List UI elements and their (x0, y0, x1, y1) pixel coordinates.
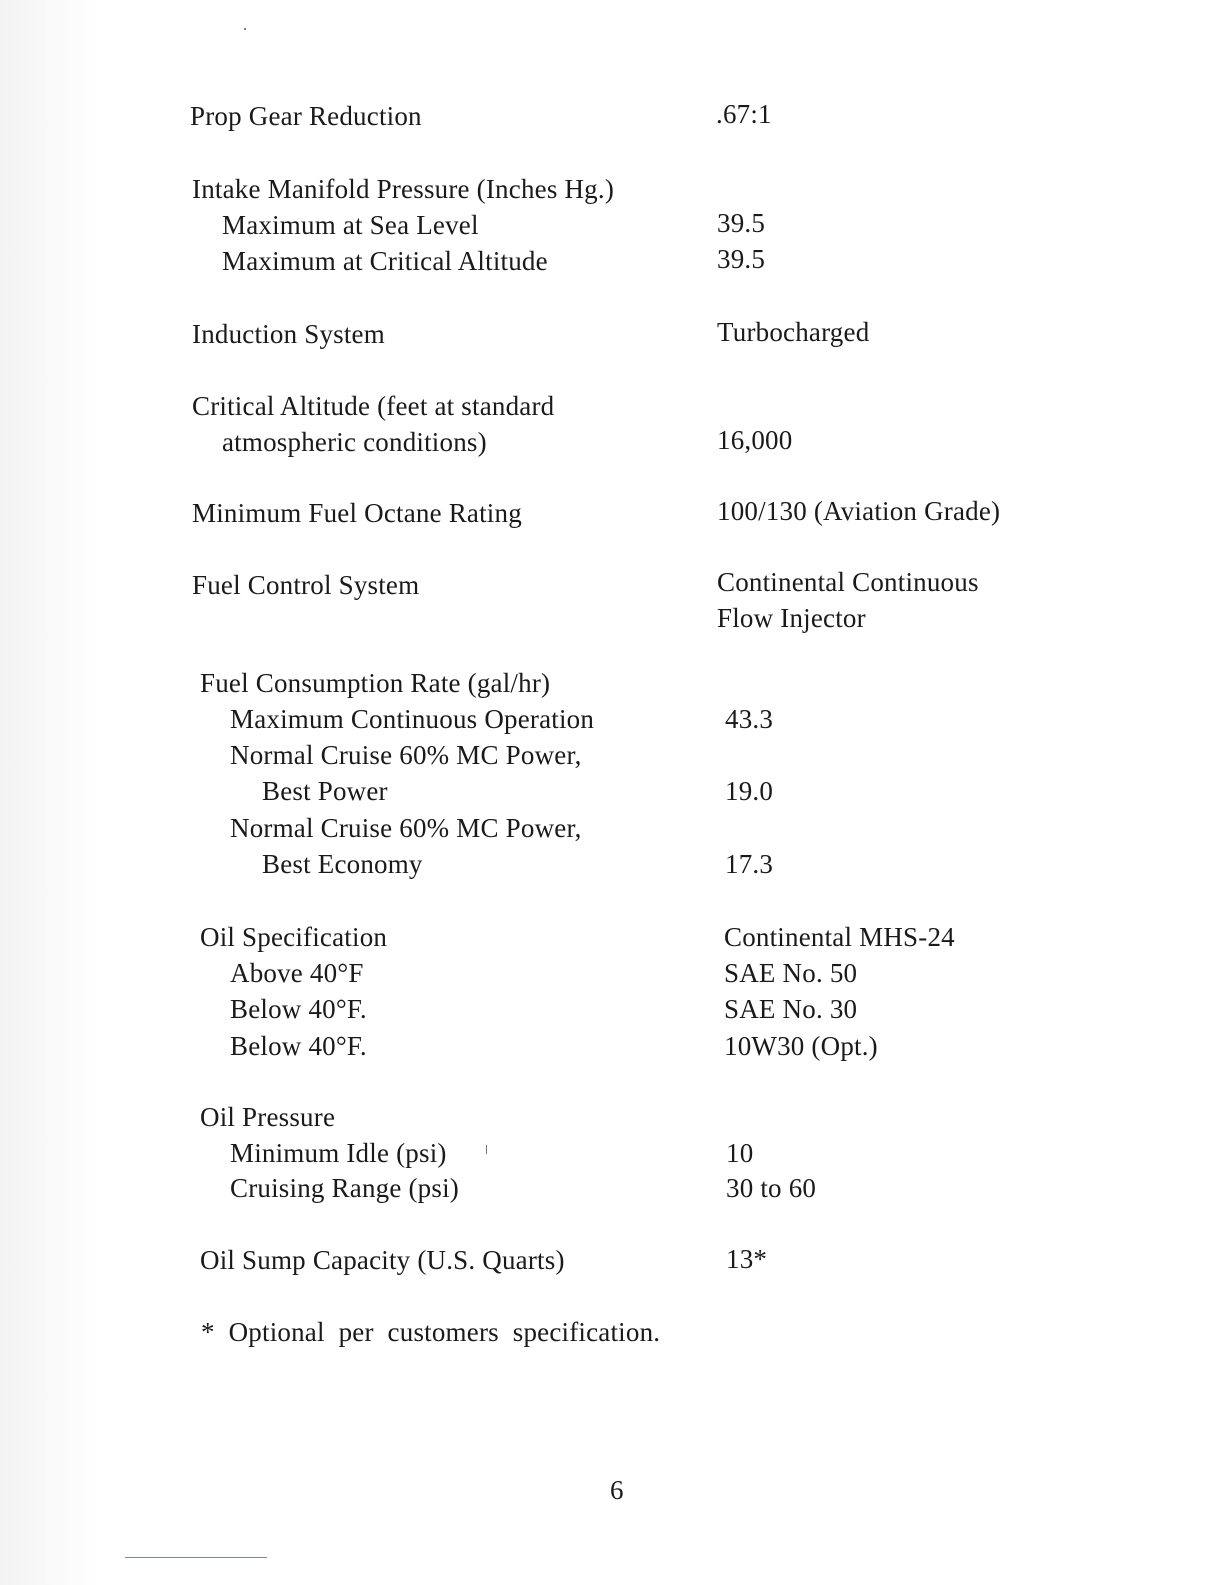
oil-spec-row-value: 10W30 (Opt.) (724, 1031, 878, 1061)
intake-critical-label: Maximum at Critical Altitude (222, 246, 548, 276)
cruising-range-value: 30 to 60 (726, 1173, 817, 1203)
cruise-power-value: 19.0 (725, 776, 774, 806)
fuel-consumption-heading: Fuel Consumption Rate (gal/hr) (200, 668, 551, 698)
critical-altitude-value: 16,000 (717, 425, 793, 455)
cruise-power-label-line2: Best Power (262, 776, 388, 806)
critical-altitude-label-line2: atmospheric conditions) (222, 427, 487, 457)
oil-spec-row-label: Below 40°F. (230, 1031, 367, 1061)
max-continuous-value: 43.3 (725, 704, 774, 734)
intake-sea-level-value: 39.5 (717, 208, 766, 238)
oil-pressure-heading: Oil Pressure (200, 1102, 336, 1132)
intake-heading: Intake Manifold Pressure (Inches Hg.) (192, 174, 615, 204)
oil-spec-heading-value: Continental MHS-24 (724, 922, 955, 952)
paper-edge-shading (0, 0, 100, 1585)
induction-value: Turbocharged (717, 317, 870, 347)
intake-sea-level-label: Maximum at Sea Level (222, 210, 479, 240)
min-idle-value: 10 (726, 1138, 754, 1168)
bottom-rule (125, 1557, 267, 1558)
octane-value: 100/130 (Aviation Grade) (717, 496, 1001, 526)
scan-mark (486, 1145, 487, 1154)
oil-sump-label: Oil Sump Capacity (U.S. Quarts) (200, 1245, 565, 1275)
cruise-economy-label-line1: Normal Cruise 60% MC Power, (230, 813, 582, 843)
cruise-power-label-line1: Normal Cruise 60% MC Power, (230, 740, 582, 770)
intake-critical-value: 39.5 (717, 244, 766, 274)
cruise-economy-label-line2: Best Economy (262, 849, 423, 879)
fuel-control-value-line2: Flow Injector (717, 603, 866, 633)
oil-spec-row-label: Below 40°F. (230, 994, 367, 1024)
max-continuous-label: Maximum Continuous Operation (230, 704, 595, 734)
oil-spec-row-label: Above 40°F (230, 958, 364, 988)
prop-gear-label: Prop Gear Reduction (190, 101, 422, 131)
min-idle-label: Minimum Idle (psi) (230, 1138, 447, 1168)
octane-label: Minimum Fuel Octane Rating (192, 498, 522, 528)
footnote: * Optional per customers specification. (201, 1317, 661, 1347)
critical-altitude-label-line1: Critical Altitude (feet at standard (192, 391, 555, 421)
oil-spec-row-value: SAE No. 30 (724, 994, 858, 1024)
induction-label: Induction System (192, 319, 385, 349)
scan-speck (244, 28, 246, 30)
cruising-range-label: Cruising Range (psi) (230, 1173, 459, 1203)
oil-sump-value: 13* (726, 1244, 768, 1274)
oil-spec-row-value: SAE No. 50 (724, 958, 858, 988)
prop-gear-value: .67:1 (716, 99, 772, 129)
fuel-control-value-line1: Continental Continuous (717, 567, 979, 597)
oil-spec-heading: Oil Specification (200, 922, 388, 952)
fuel-control-label: Fuel Control System (192, 570, 420, 600)
cruise-economy-value: 17.3 (725, 849, 774, 879)
page-number: 6 (610, 1475, 624, 1505)
